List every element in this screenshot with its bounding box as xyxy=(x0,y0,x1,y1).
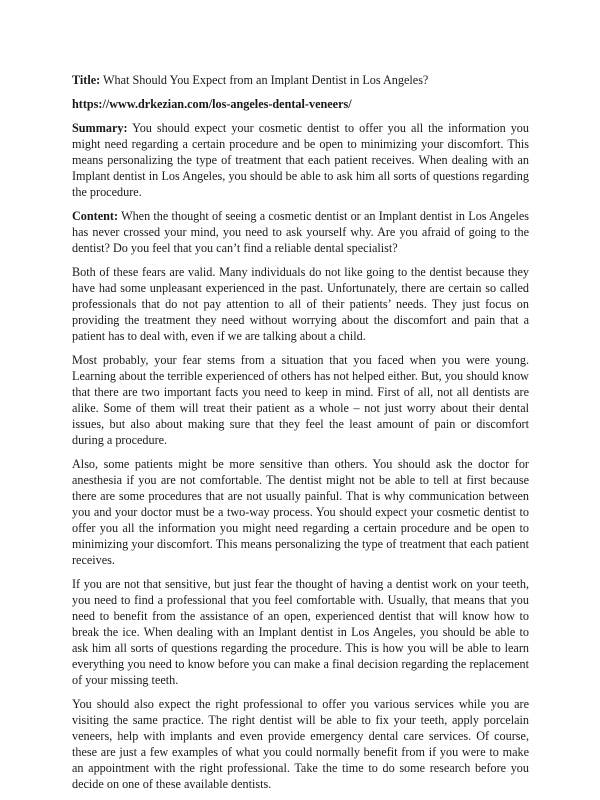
body-paragraph-2: Most probably, your fear stems from a situation that you faced when you were young. Learning about the terrible experienced of others has not helped either. But, you should know that there are two important facts you need to keep in mind. First of all, not all dentists are alike. Some of them will treat their patient as a whole – not just worry about their dental issues, but also about making sure that they feel the least amount of pain or discomfort during a procedure. xyxy=(72,353,529,447)
body-paragraph-4: If you are not that sensitive, but just fear the thought of having a dentist work on your teeth, you need to find a professional that you feel comfortable with. Usually, that means that you need to benefit from the assistance of an open, experienced dentist that will know how to break the ice. When dealing with an Implant dentist in Los Angeles, you should be able to ask him all sorts of questions regarding the procedure. This is how you will be able to learn everything you need to know before you can make a final decision regarding the replacement of your missing teeth. xyxy=(72,577,529,687)
content-paragraph xyxy=(72,208,529,256)
document-page xyxy=(72,72,529,800)
body-paragraph-1: Both of these fears are valid. Many individuals do not like going to the dentist because they have had some unpleasant experienced in the past. Unfortunately, there are certain so called professionals that do not pay attention to all of their patients’ needs. They just focus on providing the treatment they need without worrying about the discomfort and pain that a patient has to deal with, even if we are talking about a child. xyxy=(72,265,529,343)
summary-label: Summary: xyxy=(72,121,128,135)
content-label: Content: xyxy=(72,209,119,223)
summary-paragraph xyxy=(72,120,529,200)
title-text: What Should You Expect from an Implant Dentist in Los Angeles? xyxy=(103,73,429,87)
source-url: https://www.drkezian.com/los-angeles-dental-veneers/ xyxy=(72,97,352,111)
title-line xyxy=(72,72,529,88)
summary-text: You should expect your cosmetic dentist to offer you all the information you might need regarding a certain procedure and be open to minimizing your discomfort. This means personalizing the type of treatment that each patient receives. When dealing with an Implant dentist in Los Angeles, you should be able to ask him all sorts of questions regarding the procedure. xyxy=(72,121,529,199)
body-paragraph-3: Also, some patients might be more sensitive than others. You should ask the doctor for anesthesia if you are not comfortable. The dentist might not be able to tell at first because there are some procedures that are not usually painful. That is why communication between you and your doctor must be a two-way process. You should expect your cosmetic dentist to offer you all the information you might need regarding a certain procedure and be open to minimizing your discomfort. This means personalizing the type of treatment that each patient receives. xyxy=(72,457,529,567)
title-label: Title: xyxy=(72,73,101,87)
body-paragraph-5: You should also expect the right professional to offer you various services while you are visiting the same practice. The right dentist will be able to fix your teeth, apply porcelain veneers, help with implants and even provide emergency dental care services. Of course, these are just a few examples of what you could normally benefit from if you were to make an appointment with the right professional. Take the time to do some research before you decide on one of these available dentists. xyxy=(72,697,529,791)
content-text: When the thought of seeing a cosmetic dentist or an Implant dentist in Los Angeles has never crossed your mind, you need to ask yourself why. Are you afraid of going to the dentist? Do you feel that you can’t find a reliable dental specialist? xyxy=(72,209,530,255)
